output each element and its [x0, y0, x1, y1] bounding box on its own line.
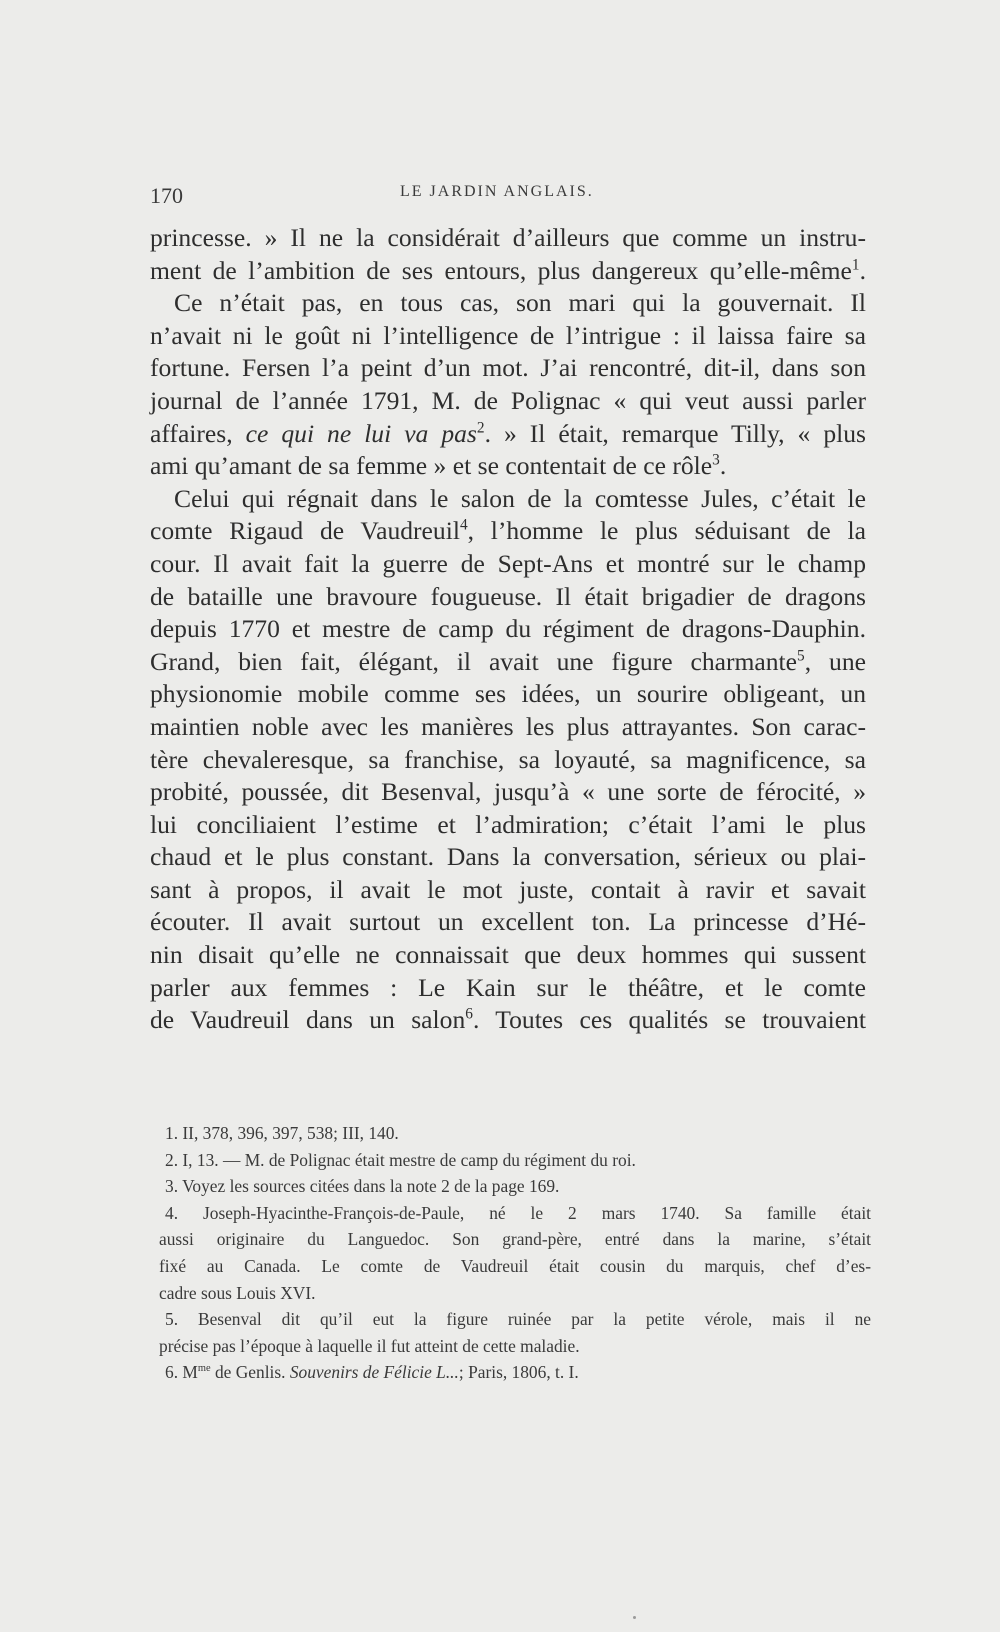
- text-line: maintien noble avec les manières les plus attrayantes. Son carac-: [150, 711, 866, 741]
- text-line: tère chevaleresque, sa franchise, sa loyauté, sa magnificence, sa: [150, 744, 866, 774]
- text-line: affaires, ce qui ne lui va pas$^2$. » Il était, remarque Tilly, « plus: [150, 418, 867, 448]
- text-line: lui conciliaient l’estime et l’admiration; c’était l’ami le plus: [150, 809, 866, 839]
- footnote-6: 6. $M^{me}$ de Genlis. Souvenirs de Félicie L...; Paris, 1806, t. I.: [165, 1362, 579, 1383]
- text-line: Grand, bien fait, élégant, il avait une figure charmante$^5$, une: [150, 646, 866, 676]
- text-line: de bataille une bravoure fougueuse. Il était brigadier de dragons: [150, 581, 866, 611]
- footnote-4-cont: fixé au Canada. Le comte de Vaudreuil était cousin du marquis, chef d’es-: [159, 1255, 871, 1276]
- page-number: 170: [150, 183, 183, 208]
- footnote-ref: 2: [476, 419, 485, 437]
- footnote-2: 2. I, 13. — M. de Polignac était mestre de camp du régiment du roi.: [165, 1149, 636, 1170]
- body-text: [150, 222, 866, 1037]
- text-line: écouter. Il avait surtout un excellent ton. La princesse d’Hé-: [150, 907, 866, 937]
- footnote-4: 4. Joseph-Hyacinthe-François-de-Paule, né le 2 mars 1740. Sa famille était: [165, 1202, 871, 1223]
- text-line: ment de l’ambition de ses entours, plus dangereux qu’elle-même$^1$.: [150, 255, 866, 285]
- page-header: [150, 183, 870, 207]
- text-line: ami qu’amant de sa femme » et se contentait de ce rôle$^3$.: [150, 451, 727, 481]
- text-line: comte Rigaud de Vaudreuil$^4$, l’homme le plus séduisant de la: [150, 516, 866, 546]
- footnote-4-cont: cadre sous Louis XVI.: [159, 1282, 316, 1303]
- footnote-5: 5. Besenval dit qu’il eut la figure ruinée par la petite vérole, mais il ne: [165, 1309, 871, 1330]
- footnote-1: 1. II, 378, 396, 397, 538; III, 140.: [165, 1123, 399, 1143]
- footnote-ref: 3: [712, 451, 720, 469]
- text-line: de Vaudreuil dans un salon$^6$. Toutes ces qualités se trouvaient: [150, 1005, 866, 1035]
- text-line: Celui qui régnait dans le salon de la comtesse Jules, c’était le: [174, 483, 866, 513]
- text-line: parler aux femmes : Le Kain sur le théâtre, et le comte: [150, 972, 866, 1002]
- text-line: chaud et le plus constant. Dans la conversation, sérieux ou plai-: [150, 842, 866, 872]
- text-line: cour. Il avait fait la guerre de Sept-Ans et montré sur le champ: [150, 548, 866, 578]
- footnote-ref: 6: [465, 1005, 473, 1023]
- text-line: n’avait ni le goût ni l’intelligence de l’intrigue : il laissa faire sa: [150, 320, 866, 350]
- footnote-4-cont: aussi originaire du Languedoc. Son grand-père, entré dans la marine, s’était: [159, 1229, 871, 1250]
- italic-quote: ce qui ne lui va pas: [245, 418, 477, 448]
- footnote-ref: 1: [851, 256, 860, 274]
- text-line: journal de l’année 1791, M. de Polignac « qui veut aussi parler: [150, 385, 866, 415]
- text-line: probité, poussée, dit Besenval, jusqu’à « une sorte de férocité, »: [150, 777, 866, 807]
- text-line: fortune. Fersen l’a peint d’un mot. J’ai rencontré, dit-il, dans son: [150, 353, 866, 383]
- text-line: sant à propos, il avait le mot juste, contait à ravir et savait: [150, 874, 866, 904]
- footnote-ref: 4: [459, 516, 468, 534]
- italic-title: Souvenirs de Félicie L...: [289, 1362, 459, 1383]
- text-line: depuis 1770 et mestre de camp du régiment de dragons-Dauphin.: [150, 614, 866, 644]
- text-line: physionomie mobile comme ses idées, un sourire obligeant, un: [150, 679, 866, 709]
- footnote-5-cont: précise pas l’époque à laquelle il fut atteint de cette maladie.: [159, 1335, 580, 1356]
- footnote-3: 3. Voyez les sources citées dans la note 2 de la page 169.: [165, 1176, 560, 1197]
- footnotes: [159, 1120, 871, 1386]
- paper-speck: [633, 1616, 636, 1619]
- text-line: Ce n’était pas, en tous cas, son mari qui la gouvernait. Il: [174, 288, 866, 318]
- text-line: nin disait qu’elle ne connaissait que deux hommes qui sussent: [150, 940, 866, 970]
- text-line: princesse. » Il ne la considérait d’ailleurs que comme un instru-: [150, 223, 866, 252]
- running-head: LE JARDIN ANGLAIS.: [400, 183, 594, 200]
- footnote-ref: 5: [797, 647, 805, 665]
